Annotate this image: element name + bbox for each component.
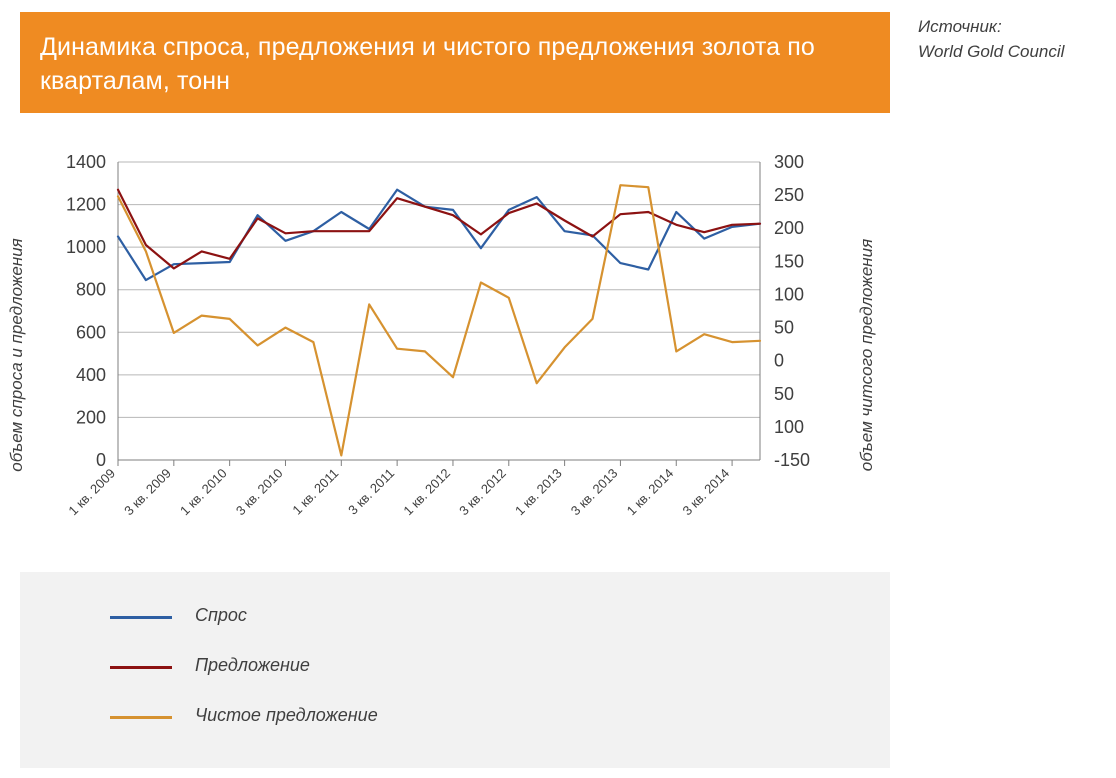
legend-item-0 — [20, 594, 890, 642]
source-label: Источник: — [918, 17, 1002, 36]
y-tick-label: 800 — [75, 279, 106, 300]
y-tick-label: 1000 — [65, 237, 106, 258]
legend-swatch-demand — [110, 616, 172, 619]
series-line — [118, 190, 760, 269]
y-tick-label: 600 — [75, 322, 106, 343]
y-tick-label: 0 — [95, 450, 106, 470]
y-tick-label: 1400 — [65, 152, 106, 172]
x-axis-ticks — [65, 460, 732, 518]
y2-axis-ticks — [774, 152, 810, 470]
y2-tick-label: 100 — [774, 284, 805, 305]
y-tick-label: 200 — [75, 407, 106, 428]
x-tick-label: 1 кв. 2013 — [511, 465, 565, 519]
legend — [20, 572, 890, 768]
line-chart — [0, 120, 900, 550]
series-line — [118, 190, 760, 280]
y2-axis-title: объем читсого предложения — [857, 238, 876, 472]
legend-label-supply: Предложение — [195, 655, 310, 675]
y2-tick-label: -150 — [774, 450, 811, 470]
y2-tick-label: 300 — [774, 152, 805, 172]
y-tick-label: 400 — [75, 364, 106, 385]
source-value: World Gold Council — [918, 42, 1065, 61]
x-tick-label: 3 кв. 2012 — [456, 465, 509, 519]
page-title: Динамика спроса, предложения и чистого предложения золота по кварталам, тонн — [40, 33, 815, 95]
gridlines — [118, 162, 760, 460]
title-banner — [20, 12, 890, 113]
y-axis-title: объем спроса и предложения — [7, 238, 26, 472]
legend-item-2 — [20, 694, 890, 742]
x-tick-label: 3 кв. 2011 — [345, 465, 398, 518]
legend-label-net-supply: Чистое предложение — [195, 705, 378, 725]
x-tick-label: 3 кв. 2014 — [679, 465, 733, 519]
x-tick-label: 3 кв. 2009 — [121, 465, 174, 519]
legend-label-demand: Спрос — [195, 605, 247, 625]
legend-item-1 — [20, 644, 890, 692]
chart-container — [0, 120, 900, 550]
y2-tick-label: 150 — [774, 251, 805, 272]
legend-swatch-supply — [110, 666, 172, 669]
series-line — [118, 185, 760, 455]
y2-tick-label: 200 — [774, 218, 805, 239]
x-tick-label: 3 кв. 2013 — [567, 465, 621, 519]
x-tick-label: 3 кв. 2010 — [232, 465, 286, 519]
y2-tick-label: 250 — [774, 185, 805, 206]
x-tick-label: 1 кв. 2014 — [623, 465, 677, 519]
plot-frame — [118, 162, 760, 460]
y2-tick-label: 50 — [774, 383, 795, 404]
x-tick-label: 1 кв. 2012 — [400, 465, 454, 519]
y2-tick-label: 0 — [774, 350, 785, 371]
y-axis-ticks — [66, 152, 106, 470]
series-lines — [118, 185, 760, 455]
x-tick-label: 1 кв. 2011 — [289, 465, 342, 518]
y2-tick-label: 100 — [774, 416, 805, 437]
source-note — [918, 14, 1108, 64]
y-tick-label: 1200 — [65, 194, 106, 215]
x-tick-label: 1 кв. 2010 — [177, 465, 230, 519]
y2-tick-label: 50 — [774, 317, 795, 338]
x-tick-label: 1 кв. 2009 — [65, 465, 119, 519]
legend-swatch-net-supply — [110, 716, 172, 719]
